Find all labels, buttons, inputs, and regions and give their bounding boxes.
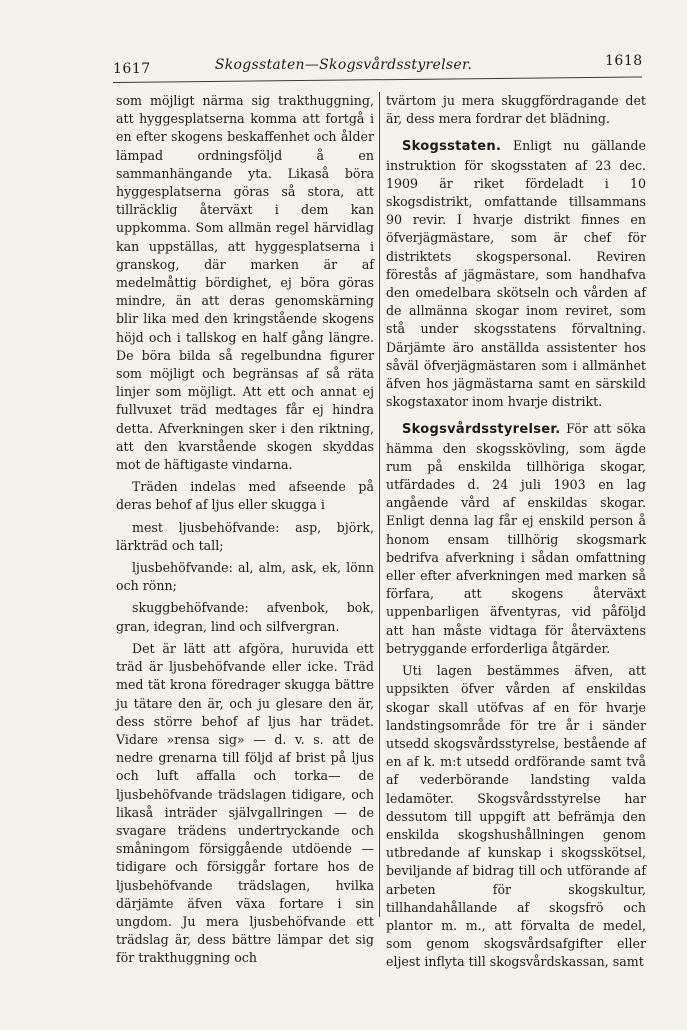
list-item: mest ljusbehöfvande: asp, björk, lärkträd och tall; (116, 519, 374, 553)
paragraph: Det är lätt att afgöra, huruvida ett träd är ljusbehöfvande eller icke. Träd med tät krona föredrager skugga bättre ju tätare den är, och ju glesare den är, dess större behof af ljus har trädet. Vidare »rensa sig» — d. v. s. att de nedre grenarna till följd af brist på ljus och luft affalla och torka— de ljusbehöfvande trädslagen tidigare, och likaså inträder självgallringen — de svagare trädens undertryckande och småningom försiggående utdöende — tidigare och försiggår fortare hos de ljusbehöfvande trädslagen, hvilka därjämte äfven växa fortare i sin ungdom. Ju mera ljusbehöfvande ett trädslag är, dess bättre lämpar det sig för trakthuggning och (116, 640, 374, 966)
section-heading: Skogsstaten. (402, 139, 502, 155)
paragraph: som möjligt närma sig trakthuggning, att hyggesplatserna komma att fortgå i en efter skogens beskaffenhet och ålder lämpad ordningsföljd å en sammanhängande yta. Likaså böra hyggesplatserna göras så stora, att tillräcklig återväxt i dem kan uppkomma. Som allmän regel härvidlag kan uppställas, att hyggesplatserna i granskog, där marken är af medelmåttig bördighet, ej böra göras mindre, än att deras genomskärning blir lika med den kringstående skogens höjd och i tallskog en half gång längre. De böra bilda så regelbundna figurer som möjligt och begränsas af så räta linjer som möjligt. Att ett och annat ej fullvuxet träd medtages får ej hindra detta. Afverkningen sker i den riktning, att den kvarstående skogen skyddas mot de häftigaste vindarna. (116, 93, 374, 473)
left-column (116, 92, 374, 968)
column-divider (379, 92, 380, 917)
paragraph: Träden indelas med afseende på deras behof af ljus eller skugga i (116, 479, 374, 513)
paragraph: tvärtom ju mera skuggfördragande det är, dess mera fordrar det blädning. (386, 93, 646, 127)
header-rule (113, 76, 642, 83)
right-column (386, 92, 646, 972)
paragraph: Uti lagen bestämmes äfven, att uppsikten öfver vården af enskildas skogar skall utöfvas af en för hvarje landstingsområde för tre år i sänder utsedd skogsvårdsstyrelse, bestående af en af k. m:t utsedd ordförande samt två af vederbörande landsting valda ledamöter. Skogsvårdsstyrelse har dessutom till uppgift att befrämja den enskilda skogshushållningen genom utbredande af kunskap i skogsskötsel, beviljande af bidrag till och utförande af arbeten för skogskultur, tillhandahållande af skogsfrö och plantor m. m., att förvalta de medel, som genom skogsvårdsafgifter eller eljest inflyta till skogsvårdskassan, samt (386, 663, 646, 970)
section-skogsstaten (386, 137, 646, 411)
section-skogsvardsstyrelser (386, 420, 646, 658)
list-item: skuggbehöfvande: afvenbok, bok, gran, idegran, lind och silfvergran. (116, 600, 374, 634)
page-number-right: 1618 (605, 53, 643, 69)
page-number-left: 1617 (113, 61, 151, 77)
section-text: För att söka hämma den skogsskövling, som ägde rum på enskilda tillhöriga skogar, utfärdades d. 24 juli 1903 en lag angående vård af enskildas skogar. Enligt denna lag får ej enskild person å honom ensam tillhörig skogsmark bedrifva afverkning i sådan omfattning eller efter afverkningen med marken så förfara, att skogens återväxt uppenbarligen äfventyras, vid påföljd att han måste vidtaga för återväxtens betryggande erforderliga åtgärder. (386, 421, 646, 656)
section-text: Enligt nu gällande instruktion för skogsstaten af 23 dec. 1909 är riket fördeladt i 10 skogsdistrikt, omfattande tillsammans 90 revir. I hvarje distrikt finnes en öfverjägmästare, som är chef för distriktets skogspersonal. Reviren förestås af jägmästare, som handhafva den omedelbara skötseln och vården af de allmänna skogar inom reviret, som stå under skogsstatens förvaltning. Därjämte äro anställda assistenter hos såväl öfverjägmästaren som i allmänhet äfven hos jägmästarna samt en särskild skogstaxator inom hvarje distrikt. (386, 138, 646, 410)
section-heading: Skogsvårdsstyrelser. (402, 422, 561, 438)
running-title: Skogsstaten—Skogsvårdsstyrelser. (214, 57, 473, 73)
list-item: ljusbehöfvande: al, alm, ask, ek, lönn och rönn; (116, 560, 374, 594)
